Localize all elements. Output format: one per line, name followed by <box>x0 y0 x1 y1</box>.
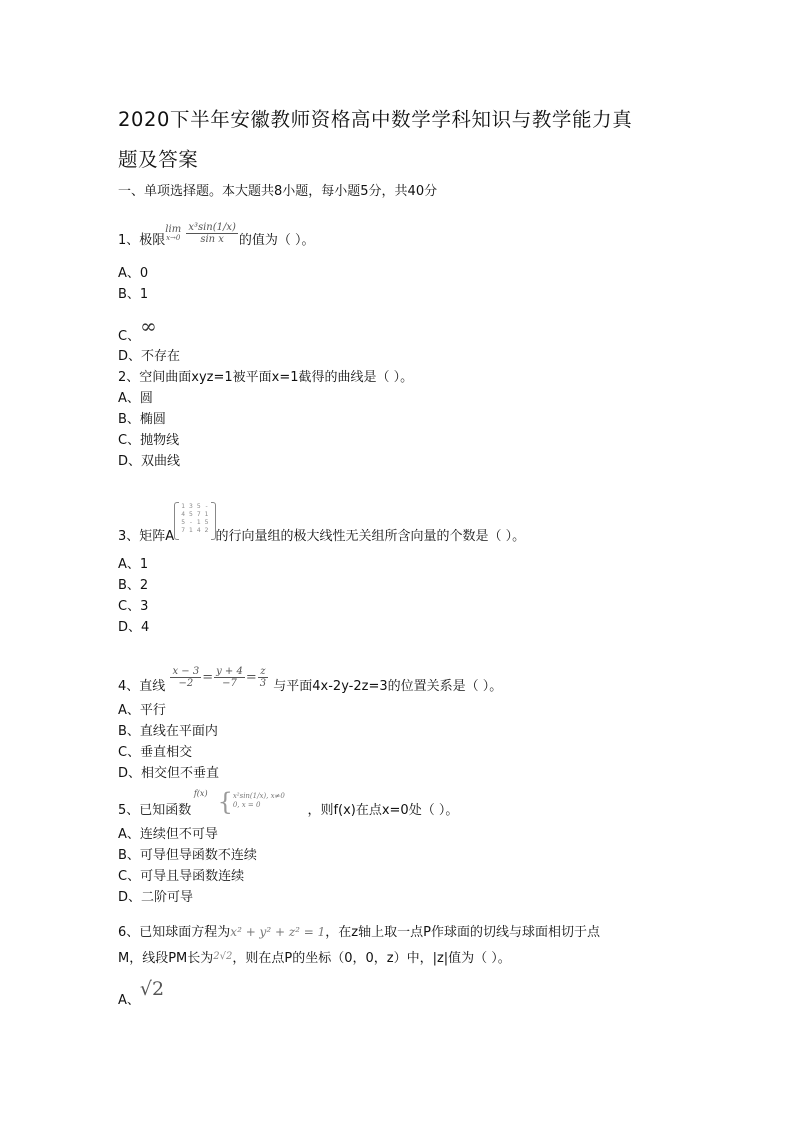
question-suffix: 的行向量组的极大线性无关组所含向量的个数是（ ）。 <box>215 529 526 544</box>
matrix-cell: 2 <box>204 527 209 534</box>
option-2a <box>118 392 153 405</box>
option-label: D、 <box>118 349 142 364</box>
matrix-cell: - <box>205 503 208 510</box>
matrix-row <box>179 503 210 511</box>
option-label: B、 <box>118 578 140 593</box>
option-label: B、 <box>118 287 140 302</box>
question-number: 6、 <box>118 925 140 940</box>
fraction-numerator: z <box>258 666 268 678</box>
matrix-cell: 1 <box>181 503 186 510</box>
question-number: 3、 <box>118 529 140 544</box>
matrix-row <box>179 511 210 519</box>
matrix-cell: 5 <box>181 519 186 526</box>
question-prefix: 极限 <box>139 233 166 248</box>
sphere-equation: x² + y² + z² = 1 <box>230 925 326 939</box>
option-text: 可导且导函数连续 <box>140 869 245 884</box>
case-2: 0, x = 0 <box>232 801 261 809</box>
fraction-denominator: −7 <box>222 678 237 689</box>
fraction-3 <box>258 666 268 689</box>
option-text: 可导但导函数不连续 <box>139 848 257 863</box>
limit-symbol: lim <box>165 224 182 235</box>
option-text: 垂直相交 <box>140 745 193 760</box>
option-text: 2 <box>139 578 149 593</box>
case-1: x²sin(1/x), x≠0 <box>232 792 285 800</box>
option-5c <box>118 870 244 883</box>
fraction-numerator: x − 3 <box>172 666 200 677</box>
option-2d <box>118 455 180 468</box>
option-4d <box>118 767 219 780</box>
fraction-denominator: sin x <box>200 234 224 245</box>
option-text: 3 <box>140 599 149 614</box>
question-number: 2、 <box>118 370 140 385</box>
option-text: 双曲线 <box>141 454 181 469</box>
sqrt-two: √2 <box>139 978 165 1000</box>
question-suffix: 与平面4x-2y-2z=3的位置关系是（ ）。 <box>273 679 503 694</box>
option-label: D、 <box>118 620 142 635</box>
question-3 <box>118 502 525 543</box>
option-text: 直线在平面内 <box>139 724 218 739</box>
matrix-cell: 5 <box>196 503 201 510</box>
fraction-1 <box>170 666 201 689</box>
option-text: 1 <box>139 287 149 302</box>
matrix-cell: 1 <box>196 519 201 526</box>
matrix-cell: 7 <box>196 511 201 518</box>
option-label: D、 <box>118 766 142 781</box>
matrix-cell: 1 <box>189 527 193 534</box>
option-text: 平行 <box>139 703 166 718</box>
option-label: A、 <box>118 827 140 842</box>
matrix-cell: 4 <box>181 511 186 518</box>
option-text: 相交但不垂直 <box>141 766 220 781</box>
option-label: D、 <box>118 890 142 905</box>
option-3c <box>118 600 148 613</box>
question-text: 空间曲面xyz=1被平面x=1截得的曲线是（ ）。 <box>139 370 414 385</box>
question-prefix: 已知函数 <box>139 803 192 818</box>
limit-subscript: x→0 <box>166 234 181 242</box>
matrix-row <box>179 527 210 535</box>
option-5a <box>118 828 218 841</box>
option-1c <box>118 316 157 343</box>
option-text: 0 <box>139 266 149 281</box>
fraction-denominator: −2 <box>178 678 194 689</box>
option-2c <box>118 434 179 447</box>
option-label: C、 <box>118 599 141 614</box>
pm-length: 2√2 <box>213 951 233 962</box>
matrix-cell: 1 <box>204 511 209 518</box>
option-label: B、 <box>118 412 140 427</box>
question-line2-prefix: M，线段PM长为 <box>118 951 214 966</box>
option-label: C、 <box>118 433 141 448</box>
fraction-numerator: x³sin(1/x) <box>188 222 236 233</box>
question-prefix: 已知球面方程为 <box>139 925 231 940</box>
question-2 <box>118 371 413 384</box>
option-text: 不存在 <box>141 349 181 364</box>
matrix-cell: 5 <box>189 511 193 518</box>
option-label: B、 <box>118 724 140 739</box>
option-1d <box>118 350 180 363</box>
option-text: 连续但不可导 <box>139 827 218 842</box>
option-label: A、 <box>118 703 140 718</box>
matrix-grid <box>179 503 210 535</box>
option-3b <box>118 579 148 592</box>
matrix-row <box>179 519 210 527</box>
section-heading: 一、单项选择题。本大题共8小题，每小题5分，共40分 <box>118 184 438 199</box>
limit-formula <box>165 222 239 245</box>
fraction-denominator: 3 <box>259 678 267 689</box>
option-text: 4 <box>141 620 150 635</box>
option-4c <box>118 746 192 759</box>
option-label: A、 <box>118 993 140 1008</box>
option-6a <box>118 980 164 1007</box>
matrix-cell: 4 <box>196 527 201 534</box>
question-prefix: 直线 <box>139 679 166 694</box>
infinity-symbol: ∞ <box>140 314 157 338</box>
question-6-line-2 <box>118 952 511 965</box>
option-text: 二阶可导 <box>141 890 194 905</box>
option-text: 椭圆 <box>139 412 166 427</box>
question-number: 1、 <box>118 233 140 248</box>
question-number: 5、 <box>118 803 140 818</box>
matrix-cell: 7 <box>181 527 186 534</box>
option-label: B、 <box>118 848 140 863</box>
option-1b <box>118 288 148 301</box>
piecewise-cases <box>233 792 285 810</box>
matrix-cell: - <box>189 519 193 526</box>
matrix-cell: 3 <box>189 503 193 510</box>
question-1 <box>118 222 315 248</box>
option-label: A、 <box>118 266 140 281</box>
left-brace: { <box>217 788 233 816</box>
option-5b <box>118 849 257 862</box>
piecewise-function <box>191 788 287 816</box>
fraction-numerator: y + 4 <box>216 666 243 677</box>
matrix-cell: 5 <box>204 519 209 526</box>
question-line2-suffix: ，则在点P的坐标（0，0，z）中，|z|值为（ ）。 <box>232 951 511 966</box>
question-4 <box>118 666 502 693</box>
question-5 <box>118 790 458 817</box>
option-label: D、 <box>118 454 142 469</box>
document-title-line-2: 题及答案 <box>118 148 199 171</box>
option-4b <box>118 725 218 738</box>
option-label: C、 <box>118 869 141 884</box>
option-3d <box>118 621 149 634</box>
option-label: A、 <box>118 557 140 572</box>
question-suffix: 的值为（ ）。 <box>238 233 315 248</box>
matrix-a <box>174 502 215 540</box>
option-label: A、 <box>118 391 140 406</box>
option-1a <box>118 267 148 280</box>
question-suffix: ，则f(x)在点x=0处（ ）。 <box>307 803 459 818</box>
option-label: C、 <box>118 329 141 344</box>
option-2b <box>118 413 166 426</box>
option-4a <box>118 704 166 717</box>
option-text: 圆 <box>139 391 153 406</box>
limit-fraction <box>186 222 238 245</box>
line-equation: $\frac{x - 3}{-2}$ = $\frac{y + 4}{-7}$ = $\frac{z}{3}$ <box>172 666 267 689</box>
fraction-2 <box>214 666 245 689</box>
option-label: C、 <box>118 745 141 760</box>
question-number: 4、 <box>118 679 140 694</box>
question-suffix: ，在z轴上取一点P作球面的切线与球面相切于点 <box>325 925 600 940</box>
question-6 <box>118 926 600 939</box>
option-5d <box>118 891 193 904</box>
document-title-line-1: 2020下半年安徽教师资格高中数学学科知识与教学能力真 <box>118 108 633 131</box>
option-3a <box>118 558 148 571</box>
function-name: f(x) <box>193 789 208 798</box>
option-text: 抛物线 <box>140 433 180 448</box>
option-text: 1 <box>139 557 149 572</box>
question-prefix: 矩阵A <box>139 529 175 544</box>
